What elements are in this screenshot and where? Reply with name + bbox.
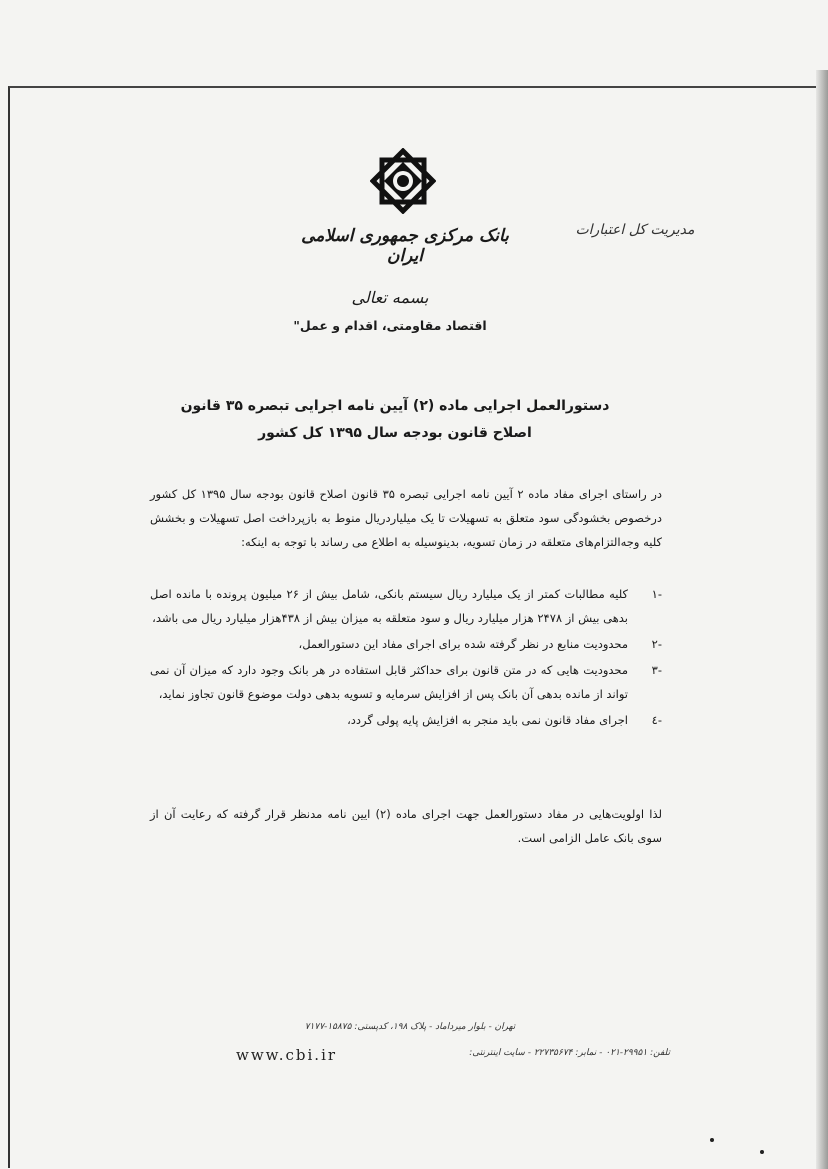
motto: اقتصاد مقاومتی، اقدام و عمل" [293, 318, 487, 333]
footer-contact: تلفن: ۲۹۹۵۱-۰۲۱ - نمابر: ۲۲۷۳۵۶۷۴ - سایت اینترنتی: [469, 1048, 670, 1058]
list-item [150, 632, 662, 656]
scan-edge-shadow [816, 70, 828, 1169]
list-text: محدودیت منابع در نظر گرفته شده برای اجرای مفاد این دستورالعمل، [298, 637, 628, 651]
list-text: کلیه مطالبات کمتر از یک میلیارد ریال سیستم بانکی، شامل بیش از ۲۶ میلیون پرونده با مانده اصل بدهی بیش از ۲۴۷۸ هزار میلیارد ریال و سود متعلقه به میزان بیش از ۴۳۸هزار میلیارد ریال می باشد، [150, 587, 628, 625]
conditions-list [150, 582, 662, 734]
document-title-line2: اصلاح قانون بودجه سال ۱۳۹۵ کل کشور [258, 425, 532, 441]
list-item [150, 582, 662, 630]
list-number: -٤ [651, 713, 662, 727]
list-number: -۱ [651, 587, 662, 601]
motto-heading: بسمه تعالی [351, 288, 429, 307]
document-title-line1: دستورالعمل اجرایی ماده (۲) آیین نامه اجرایی تبصره ۳۵ قانون [180, 398, 610, 414]
scan-dot [760, 1150, 764, 1154]
scan-dot [710, 1138, 714, 1142]
central-bank-logo [370, 148, 436, 214]
list-item [150, 708, 662, 732]
intro-paragraph: در راستای اجرای مفاد ماده ۲ آیین نامه اجرایی تبصره ۳۵ قانون اصلاح قانون بودجه سال ۱۳۹۵ کل کشور درخصوص بخشودگی سود متعلق به تسهیلات تا یک میلیاردریال منوط به بازپرداخت اصل تسهیلات و بخشش کلیه وجه‌التزام‌های متعلقه در زمان تسویه، بدینوسیله به اطلاع می رساند با توجه به اینکه: [150, 487, 662, 549]
list-text: اجرای مفاد قانون نمی باید منجر به افزایش پایه پولی گردد، [347, 713, 628, 727]
bank-name: بانک مرکزی جمهوری اسلامی ایران [301, 226, 509, 266]
list-number: -۳ [651, 663, 662, 677]
list-text: محدودیت هایی که در متن قانون برای حداکثر قابل استفاده در هر بانک وجود دارد که میزان آن نمی تواند از مانده بدهی آن بانک پس از افزایش سرمایه و تسویه بدهی دولت موضوع قانون تجاوز نماید، [150, 663, 628, 701]
footer-website: www.cbi.ir [236, 1046, 338, 1064]
list-item [150, 658, 662, 706]
conclusion-paragraph: لذا اولویت‌هایی در مفاد دستورالعمل جهت اجرای ماده (۲) ایین نامه مدنظر قرار گرفته که رعایت آن از سوی بانک عامل الزامی است. [150, 807, 663, 845]
footer-address: تهران - بلوار میرداماد - پلاک ۱۹۸، کدپستی: ۱۵۸۷۵-۷۱۷۷ [304, 1022, 516, 1032]
department-signature: مدیریت کل اعتبارات [575, 222, 695, 238]
list-number: -۲ [651, 637, 662, 651]
